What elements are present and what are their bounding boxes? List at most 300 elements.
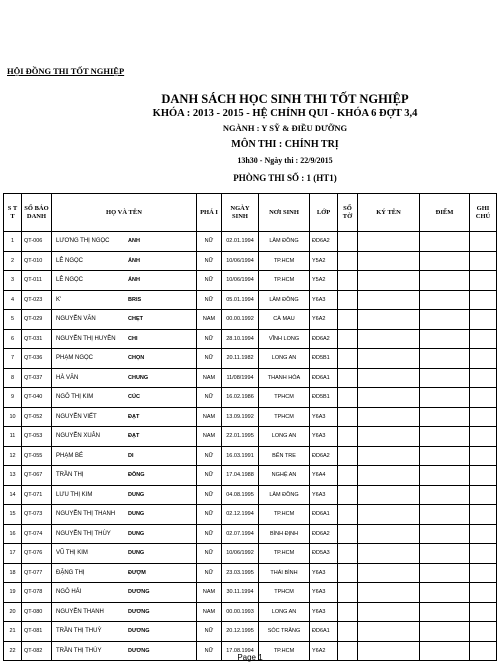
row-birth-date: 11/08/1994 [222, 368, 259, 388]
row-signature-cell [358, 524, 420, 544]
table-row [4, 524, 497, 544]
row-full-name [52, 602, 197, 622]
row-given-name: ĐƯỢM [128, 569, 146, 576]
row-note-cell [470, 271, 497, 291]
row-full-name [52, 329, 197, 349]
row-exam-number: QT-011 [22, 271, 52, 291]
table-header-row [4, 194, 497, 232]
row-birth-place: VĨNH LONG [259, 329, 310, 349]
row-birth-place: THANH HÓA [259, 368, 310, 388]
row-given-name: BRIS [128, 296, 142, 303]
row-sheets-cell [338, 544, 358, 564]
row-class: Y6A2 [310, 310, 338, 330]
col-header-name: HỌ VÀ TÊN [52, 194, 197, 232]
row-full-name [52, 563, 197, 583]
row-exam-number: QT-029 [22, 310, 52, 330]
table-row [4, 310, 497, 330]
row-sex: NỮ [197, 388, 222, 408]
table-row [4, 290, 497, 310]
table-row [4, 271, 497, 291]
row-family-name: NGÔ HẢI [56, 589, 82, 596]
row-note-cell [470, 290, 497, 310]
row-birth-place: TP.HCM [259, 505, 310, 525]
table-row [4, 466, 497, 486]
row-signature-cell [358, 544, 420, 564]
row-stt: 14 [4, 485, 22, 505]
row-given-name: ÁNH [128, 277, 140, 284]
row-class: Y6A3 [310, 602, 338, 622]
row-exam-number: QT-074 [22, 524, 52, 544]
row-full-name [52, 583, 197, 603]
row-birth-place: TP.HCM [259, 271, 310, 291]
row-signature-cell [358, 368, 420, 388]
row-score-cell [420, 583, 470, 603]
row-full-name [52, 271, 197, 291]
row-birth-date: 02.01.1994 [222, 232, 259, 252]
row-signature-cell [358, 446, 420, 466]
row-family-name: HÀ VĂN [56, 374, 79, 381]
row-birth-date: 30.11.1994 [222, 583, 259, 603]
row-given-name: DƯƠNG [128, 608, 150, 615]
row-sheets-cell [338, 407, 358, 427]
col-header-note: GHI CHÚ [470, 194, 497, 232]
row-family-name: TRẦN THỊ [56, 472, 84, 479]
row-birth-date: 17.08.1994 [222, 641, 259, 661]
row-sex: NAM [197, 368, 222, 388]
row-class: Y5A2 [310, 271, 338, 291]
roster-body [4, 232, 497, 661]
table-row [4, 407, 497, 427]
row-full-name [52, 544, 197, 564]
row-given-name: ÁNH [128, 257, 140, 264]
col-header-score: ĐIỂM [420, 194, 470, 232]
row-sex: NAM [197, 583, 222, 603]
row-note-cell [470, 602, 497, 622]
row-birth-place: LÂM ĐỒNG [259, 232, 310, 252]
table-row [4, 563, 497, 583]
row-note-cell [470, 524, 497, 544]
row-score-cell [420, 544, 470, 564]
row-sheets-cell [338, 251, 358, 271]
row-exam-number: QT-076 [22, 544, 52, 564]
table-row [4, 251, 497, 271]
row-class: Y6A3 [310, 583, 338, 603]
row-exam-number: QT-052 [22, 407, 52, 427]
row-score-cell [420, 388, 470, 408]
row-score-cell [420, 349, 470, 369]
row-score-cell [420, 602, 470, 622]
row-score-cell [420, 466, 470, 486]
page-number: Page 1 [237, 653, 263, 662]
row-note-cell [470, 349, 497, 369]
row-class: ĐD6A1 [310, 622, 338, 642]
row-stt: 2 [4, 251, 22, 271]
table-row [4, 388, 497, 408]
row-birth-place: NGHỆ AN [259, 466, 310, 486]
row-class: Y6A3 [310, 427, 338, 447]
row-stt: 4 [4, 290, 22, 310]
row-family-name: LƯU THỊ KIM [56, 491, 93, 498]
row-birth-place: SÓC TRĂNG [259, 622, 310, 642]
row-family-name: K' [56, 296, 62, 303]
row-stt: 20 [4, 602, 22, 622]
row-family-name: ĐẶNG THỊ [56, 569, 85, 576]
row-note-cell [470, 446, 497, 466]
row-exam-number: QT-036 [22, 349, 52, 369]
row-given-name: CHUNG [128, 374, 149, 381]
row-birth-date: 22.01.1995 [222, 427, 259, 447]
row-stt: 9 [4, 388, 22, 408]
row-sheets-cell [338, 271, 358, 291]
row-signature-cell [358, 505, 420, 525]
row-full-name [52, 466, 197, 486]
row-given-name: CHỌN [128, 355, 145, 362]
col-header-stt: S T T [4, 194, 22, 232]
council-heading: HỘI ĐỒNG THI TỐT NGHIỆP [7, 66, 125, 76]
row-signature-cell [358, 290, 420, 310]
row-stt: 6 [4, 329, 22, 349]
row-birth-place: TP.HCM [259, 641, 310, 661]
row-birth-place: LONG AN [259, 602, 310, 622]
row-exam-number: QT-078 [22, 583, 52, 603]
row-exam-number: QT-082 [22, 641, 52, 661]
row-given-name: DI [128, 452, 134, 459]
row-full-name [52, 251, 197, 271]
subject-line: MÔN THI : CHÍNH TRỊ [231, 139, 339, 150]
row-signature-cell [358, 388, 420, 408]
row-note-cell [470, 563, 497, 583]
row-birth-place: BẾN TRE [259, 446, 310, 466]
row-exam-number: QT-010 [22, 251, 52, 271]
row-class: ĐD6A2 [310, 446, 338, 466]
row-class: Y6A3 [310, 563, 338, 583]
row-signature-cell [358, 349, 420, 369]
row-signature-cell [358, 407, 420, 427]
row-note-cell [470, 368, 497, 388]
row-birth-date: 10/06/1994 [222, 271, 259, 291]
table-row [4, 232, 497, 252]
row-birth-place: TPHCM [259, 583, 310, 603]
row-score-cell [420, 524, 470, 544]
row-signature-cell [358, 563, 420, 583]
row-sex: NỮ [197, 544, 222, 564]
row-sheets-cell [338, 290, 358, 310]
row-score-cell [420, 368, 470, 388]
row-stt: 13 [4, 466, 22, 486]
row-given-name: DUNG [128, 530, 145, 537]
row-sex: NỮ [197, 622, 222, 642]
row-stt: 18 [4, 563, 22, 583]
table-row [4, 544, 497, 564]
row-exam-number: QT-031 [22, 329, 52, 349]
row-class: ĐD6A1 [310, 368, 338, 388]
row-birth-date: 20.11.1982 [222, 349, 259, 369]
row-signature-cell [358, 427, 420, 447]
row-birth-date: 13.09.1992 [222, 407, 259, 427]
row-stt: 1 [4, 232, 22, 252]
row-class: Y6A2 [310, 641, 338, 661]
row-sex: NỮ [197, 563, 222, 583]
row-sex: NAM [197, 602, 222, 622]
row-class: ĐD6A1 [310, 505, 338, 525]
row-signature-cell [358, 602, 420, 622]
row-birth-place: CÀ MAU [259, 310, 310, 330]
row-class: Y6A3 [310, 485, 338, 505]
row-family-name: NGUYỄN THỊ HUYỀN [56, 335, 116, 342]
row-stt: 8 [4, 368, 22, 388]
row-full-name [52, 349, 197, 369]
row-sex: NỮ [197, 232, 222, 252]
row-birth-place: TP.HCM [259, 544, 310, 564]
row-sheets-cell [338, 368, 358, 388]
row-birth-place: LONG AN [259, 427, 310, 447]
row-stt: 7 [4, 349, 22, 369]
row-note-cell [470, 485, 497, 505]
row-sheets-cell [338, 349, 358, 369]
row-family-name: NGUYỄN THỊ THÙY [56, 530, 111, 537]
exam-time-line: 13h30 - Ngày thi : 22/9/2015 [237, 156, 333, 165]
table-row [4, 485, 497, 505]
row-note-cell [470, 407, 497, 427]
row-birth-date: 17.04.1988 [222, 466, 259, 486]
table-row [4, 446, 497, 466]
major-line: NGÀNH : Y SỸ & ĐIỀU DƯỠNG [222, 123, 348, 133]
row-class: ĐD5B1 [310, 349, 338, 369]
row-note-cell [470, 505, 497, 525]
col-header-pob: NƠI SINH [259, 194, 310, 232]
row-full-name [52, 232, 197, 252]
row-family-name: PHẠM NGỌC [56, 355, 94, 362]
col-header-sbd: SỐ BÁO DANH [22, 194, 52, 232]
row-score-cell [420, 563, 470, 583]
row-note-cell [470, 310, 497, 330]
row-family-name: TRẦN THỊ THUỲ [56, 628, 102, 635]
row-class: Y5A2 [310, 251, 338, 271]
row-birth-place: LÂM ĐỒNG [259, 485, 310, 505]
row-stt: 5 [4, 310, 22, 330]
row-note-cell [470, 251, 497, 271]
row-sex: NỮ [197, 446, 222, 466]
row-sex: NỮ [197, 505, 222, 525]
row-sex: NAM [197, 427, 222, 447]
row-full-name [52, 407, 197, 427]
row-given-name: ĐÔNG [128, 472, 145, 479]
row-full-name [52, 427, 197, 447]
row-class: Y6A4 [310, 466, 338, 486]
row-score-cell [420, 485, 470, 505]
row-family-name: NGUYỄN VIẾT [56, 413, 97, 420]
row-sex: NAM [197, 407, 222, 427]
row-family-name: NGUYỄN VĂN [56, 316, 96, 323]
row-signature-cell [358, 466, 420, 486]
table-row [4, 368, 497, 388]
row-score-cell [420, 622, 470, 642]
row-given-name: CÚC [128, 394, 140, 401]
row-score-cell [420, 505, 470, 525]
row-family-name: LÊ NGỌC [56, 257, 84, 264]
row-class: Y6A3 [310, 290, 338, 310]
row-signature-cell [358, 232, 420, 252]
row-score-cell [420, 290, 470, 310]
row-sheets-cell [338, 427, 358, 447]
row-sheets-cell [338, 388, 358, 408]
row-family-name: TRẦN THỊ THÙY [56, 647, 102, 654]
row-sheets-cell [338, 466, 358, 486]
row-class: Y6A3 [310, 407, 338, 427]
table-row [4, 602, 497, 622]
row-class: ĐD5B1 [310, 388, 338, 408]
row-note-cell [470, 427, 497, 447]
row-birth-date: 10/06/1992 [222, 544, 259, 564]
row-stt: 3 [4, 271, 22, 291]
row-sheets-cell [338, 232, 358, 252]
row-exam-number: QT-053 [22, 427, 52, 447]
row-family-name: NGUYỄN THỊ THANH [56, 511, 116, 518]
row-given-name: DUNG [128, 511, 145, 518]
row-stt: 10 [4, 407, 22, 427]
row-birth-date: 04.08.1995 [222, 485, 259, 505]
exam-room-line: PHÒNG THI SỐ : 1 (HT1) [233, 173, 337, 183]
row-full-name [52, 310, 197, 330]
row-family-name: LƯƠNG THỊ NGỌC [56, 238, 110, 245]
row-exam-number: QT-037 [22, 368, 52, 388]
row-birth-place: BÌNH ĐỊNH [259, 524, 310, 544]
row-given-name: DUNG [128, 550, 145, 557]
row-birth-date: 28.10.1994 [222, 329, 259, 349]
table-row [4, 427, 497, 447]
row-given-name: ĐẠT [128, 413, 140, 420]
row-birth-date: 10/06/1994 [222, 251, 259, 271]
row-sheets-cell [338, 310, 358, 330]
row-sex: NỮ [197, 641, 222, 661]
row-note-cell [470, 544, 497, 564]
row-given-name: ĐẠT [128, 433, 140, 440]
row-class: ĐD5A3 [310, 544, 338, 564]
row-sex: NỮ [197, 485, 222, 505]
row-note-cell [470, 466, 497, 486]
row-exam-number: QT-023 [22, 290, 52, 310]
row-score-cell [420, 329, 470, 349]
row-given-name: ANH [128, 238, 140, 245]
row-class: ĐD6A2 [310, 232, 338, 252]
row-birth-date: 23.03.1995 [222, 563, 259, 583]
row-family-name: NGÔ THỊ KIM [56, 394, 94, 401]
row-note-cell [470, 622, 497, 642]
row-birth-date: 00.00.1993 [222, 602, 259, 622]
row-stt: 22 [4, 641, 22, 661]
row-birth-place: LÂM ĐỒNG [259, 290, 310, 310]
row-birth-date: 02.07.1994 [222, 524, 259, 544]
table-row [4, 349, 497, 369]
row-signature-cell [358, 310, 420, 330]
row-birth-date: 00.00.1992 [222, 310, 259, 330]
row-given-name: CHẸT [128, 316, 143, 323]
document-title: DANH SÁCH HỌC SINH THI TỐT NGHIỆP [161, 92, 409, 106]
col-header-class: LỚP [310, 194, 338, 232]
row-sheets-cell [338, 563, 358, 583]
row-note-cell [470, 329, 497, 349]
course-line: KHÓA : 2013 - 2015 - HỆ CHÍNH QUI - KHÓA 6 ĐỢT 3,4 [152, 108, 418, 119]
row-stt: 12 [4, 446, 22, 466]
row-score-cell [420, 232, 470, 252]
row-score-cell [420, 407, 470, 427]
row-sex: NỮ [197, 349, 222, 369]
row-class: ĐD6A2 [310, 329, 338, 349]
row-exam-number: QT-006 [22, 232, 52, 252]
row-exam-number: QT-055 [22, 446, 52, 466]
row-birth-place: THÁI BÌNH [259, 563, 310, 583]
row-sheets-cell [338, 524, 358, 544]
row-signature-cell [358, 622, 420, 642]
row-given-name: DUNG [128, 491, 145, 498]
row-sex: NỮ [197, 466, 222, 486]
row-stt: 15 [4, 505, 22, 525]
row-stt: 19 [4, 583, 22, 603]
row-birth-date: 16.02.1986 [222, 388, 259, 408]
row-given-name: DƯƠNG [128, 628, 150, 635]
row-full-name [52, 485, 197, 505]
row-sex: NỮ [197, 329, 222, 349]
col-header-sex: PHÁ I [197, 194, 222, 232]
col-header-dob: NGÀY SINH [222, 194, 259, 232]
row-class: ĐD6A2 [310, 524, 338, 544]
col-header-sheets: SỐ TỜ [338, 194, 358, 232]
row-full-name [52, 388, 197, 408]
row-exam-number: QT-080 [22, 602, 52, 622]
row-sheets-cell [338, 446, 358, 466]
row-score-cell [420, 251, 470, 271]
row-sheets-cell [338, 583, 358, 603]
row-sheets-cell [338, 602, 358, 622]
row-full-name [52, 622, 197, 642]
row-sex: NAM [197, 310, 222, 330]
row-note-cell [470, 232, 497, 252]
row-signature-cell [358, 583, 420, 603]
row-family-name: NGUYỄN THANH [56, 608, 104, 615]
row-full-name [52, 290, 197, 310]
row-sheets-cell [338, 329, 358, 349]
row-sheets-cell [338, 505, 358, 525]
row-stt: 17 [4, 544, 22, 564]
row-full-name [52, 368, 197, 388]
row-birth-date: 05.01.1994 [222, 290, 259, 310]
row-birth-place: TPHCM [259, 407, 310, 427]
row-birth-place: LONG AN [259, 349, 310, 369]
row-stt: 21 [4, 622, 22, 642]
row-family-name: VŨ THỊ KIM [56, 550, 88, 557]
row-exam-number: QT-077 [22, 563, 52, 583]
row-signature-cell [358, 251, 420, 271]
row-sex: NỮ [197, 290, 222, 310]
row-family-name: LÊ NGỌC [56, 277, 84, 284]
row-birth-date: 20.12.1995 [222, 622, 259, 642]
row-full-name [52, 505, 197, 525]
row-exam-number: QT-040 [22, 388, 52, 408]
row-birth-date: 02.12.1994 [222, 505, 259, 525]
row-stt: 16 [4, 524, 22, 544]
row-full-name [52, 446, 197, 466]
row-stt: 11 [4, 427, 22, 447]
table-row [4, 583, 497, 603]
student-roster-table [3, 193, 497, 661]
row-note-cell [470, 583, 497, 603]
row-score-cell [420, 271, 470, 291]
row-signature-cell [358, 329, 420, 349]
row-signature-cell [358, 485, 420, 505]
row-sheets-cell [338, 622, 358, 642]
row-family-name: PHẠM BÉ [56, 452, 84, 459]
row-given-name: DƯƠNG [128, 589, 150, 596]
